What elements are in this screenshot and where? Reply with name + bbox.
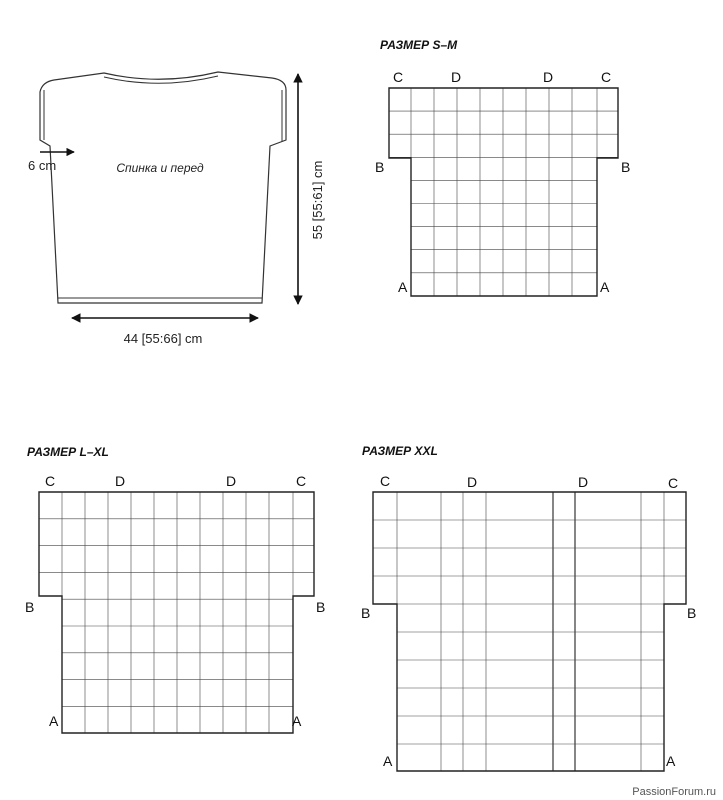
- point-a-right-xxl: A: [666, 753, 676, 769]
- point-d-right-xxl: D: [578, 474, 589, 490]
- width-label: 44 [55:66] cm: [123, 331, 203, 346]
- point-b-right-xxl: B: [687, 605, 697, 621]
- point-b-left-s-m: B: [375, 159, 385, 175]
- chart-s-m: [375, 38, 630, 296]
- chart-outline-l-xl: [39, 492, 314, 733]
- point-a-left-xxl: A: [383, 753, 393, 769]
- point-a-left-l-xl: A: [49, 713, 59, 729]
- point-d-left-s-m: D: [451, 69, 462, 85]
- chart-l-xl: [25, 445, 325, 733]
- point-c-right-s-m: C: [601, 69, 612, 85]
- point-c-left-l-xl: C: [45, 473, 56, 489]
- point-d-right-l-xl: D: [226, 473, 237, 489]
- point-b-left-l-xl: B: [25, 599, 35, 615]
- point-a-right-s-m: A: [600, 279, 610, 295]
- point-d-right-s-m: D: [543, 69, 554, 85]
- point-d-left-l-xl: D: [115, 473, 126, 489]
- sleeve-width-label: 6 cm: [28, 158, 57, 173]
- chart-outline-xxl: [373, 492, 686, 771]
- point-c-left-s-m: C: [393, 69, 404, 85]
- chart-grid-xxl: [373, 492, 686, 771]
- chart-title-s-m: РАЗМЕР S–M: [380, 38, 458, 52]
- point-b-right-l-xl: B: [316, 599, 326, 615]
- chart-title-xxl: РАЗМЕР XXL: [362, 444, 438, 458]
- chart-title-l-xl: РАЗМЕР L–XL: [27, 445, 109, 459]
- point-c-left-xxl: C: [380, 473, 391, 489]
- chart-outline-s-m: [389, 88, 618, 296]
- height-label: 55 [55:61] cm: [310, 160, 325, 240]
- sweater-schematic: [28, 72, 325, 346]
- chart-xxl: [361, 444, 696, 771]
- point-c-right-l-xl: C: [296, 473, 307, 489]
- point-b-left-xxl: B: [361, 605, 371, 621]
- point-b-right-s-m: B: [621, 159, 631, 175]
- point-a-left-s-m: A: [398, 279, 408, 295]
- point-a-right-l-xl: A: [292, 713, 302, 729]
- watermark: PassionForum.ru: [632, 786, 716, 798]
- sweater-outline: [40, 72, 286, 303]
- chart-grid-l-xl: [39, 492, 314, 733]
- piece-label: Спинка и перед: [116, 161, 204, 175]
- point-c-right-xxl: C: [668, 475, 679, 491]
- chart-grid-s-m: [389, 88, 618, 296]
- point-d-left-xxl: D: [467, 474, 478, 490]
